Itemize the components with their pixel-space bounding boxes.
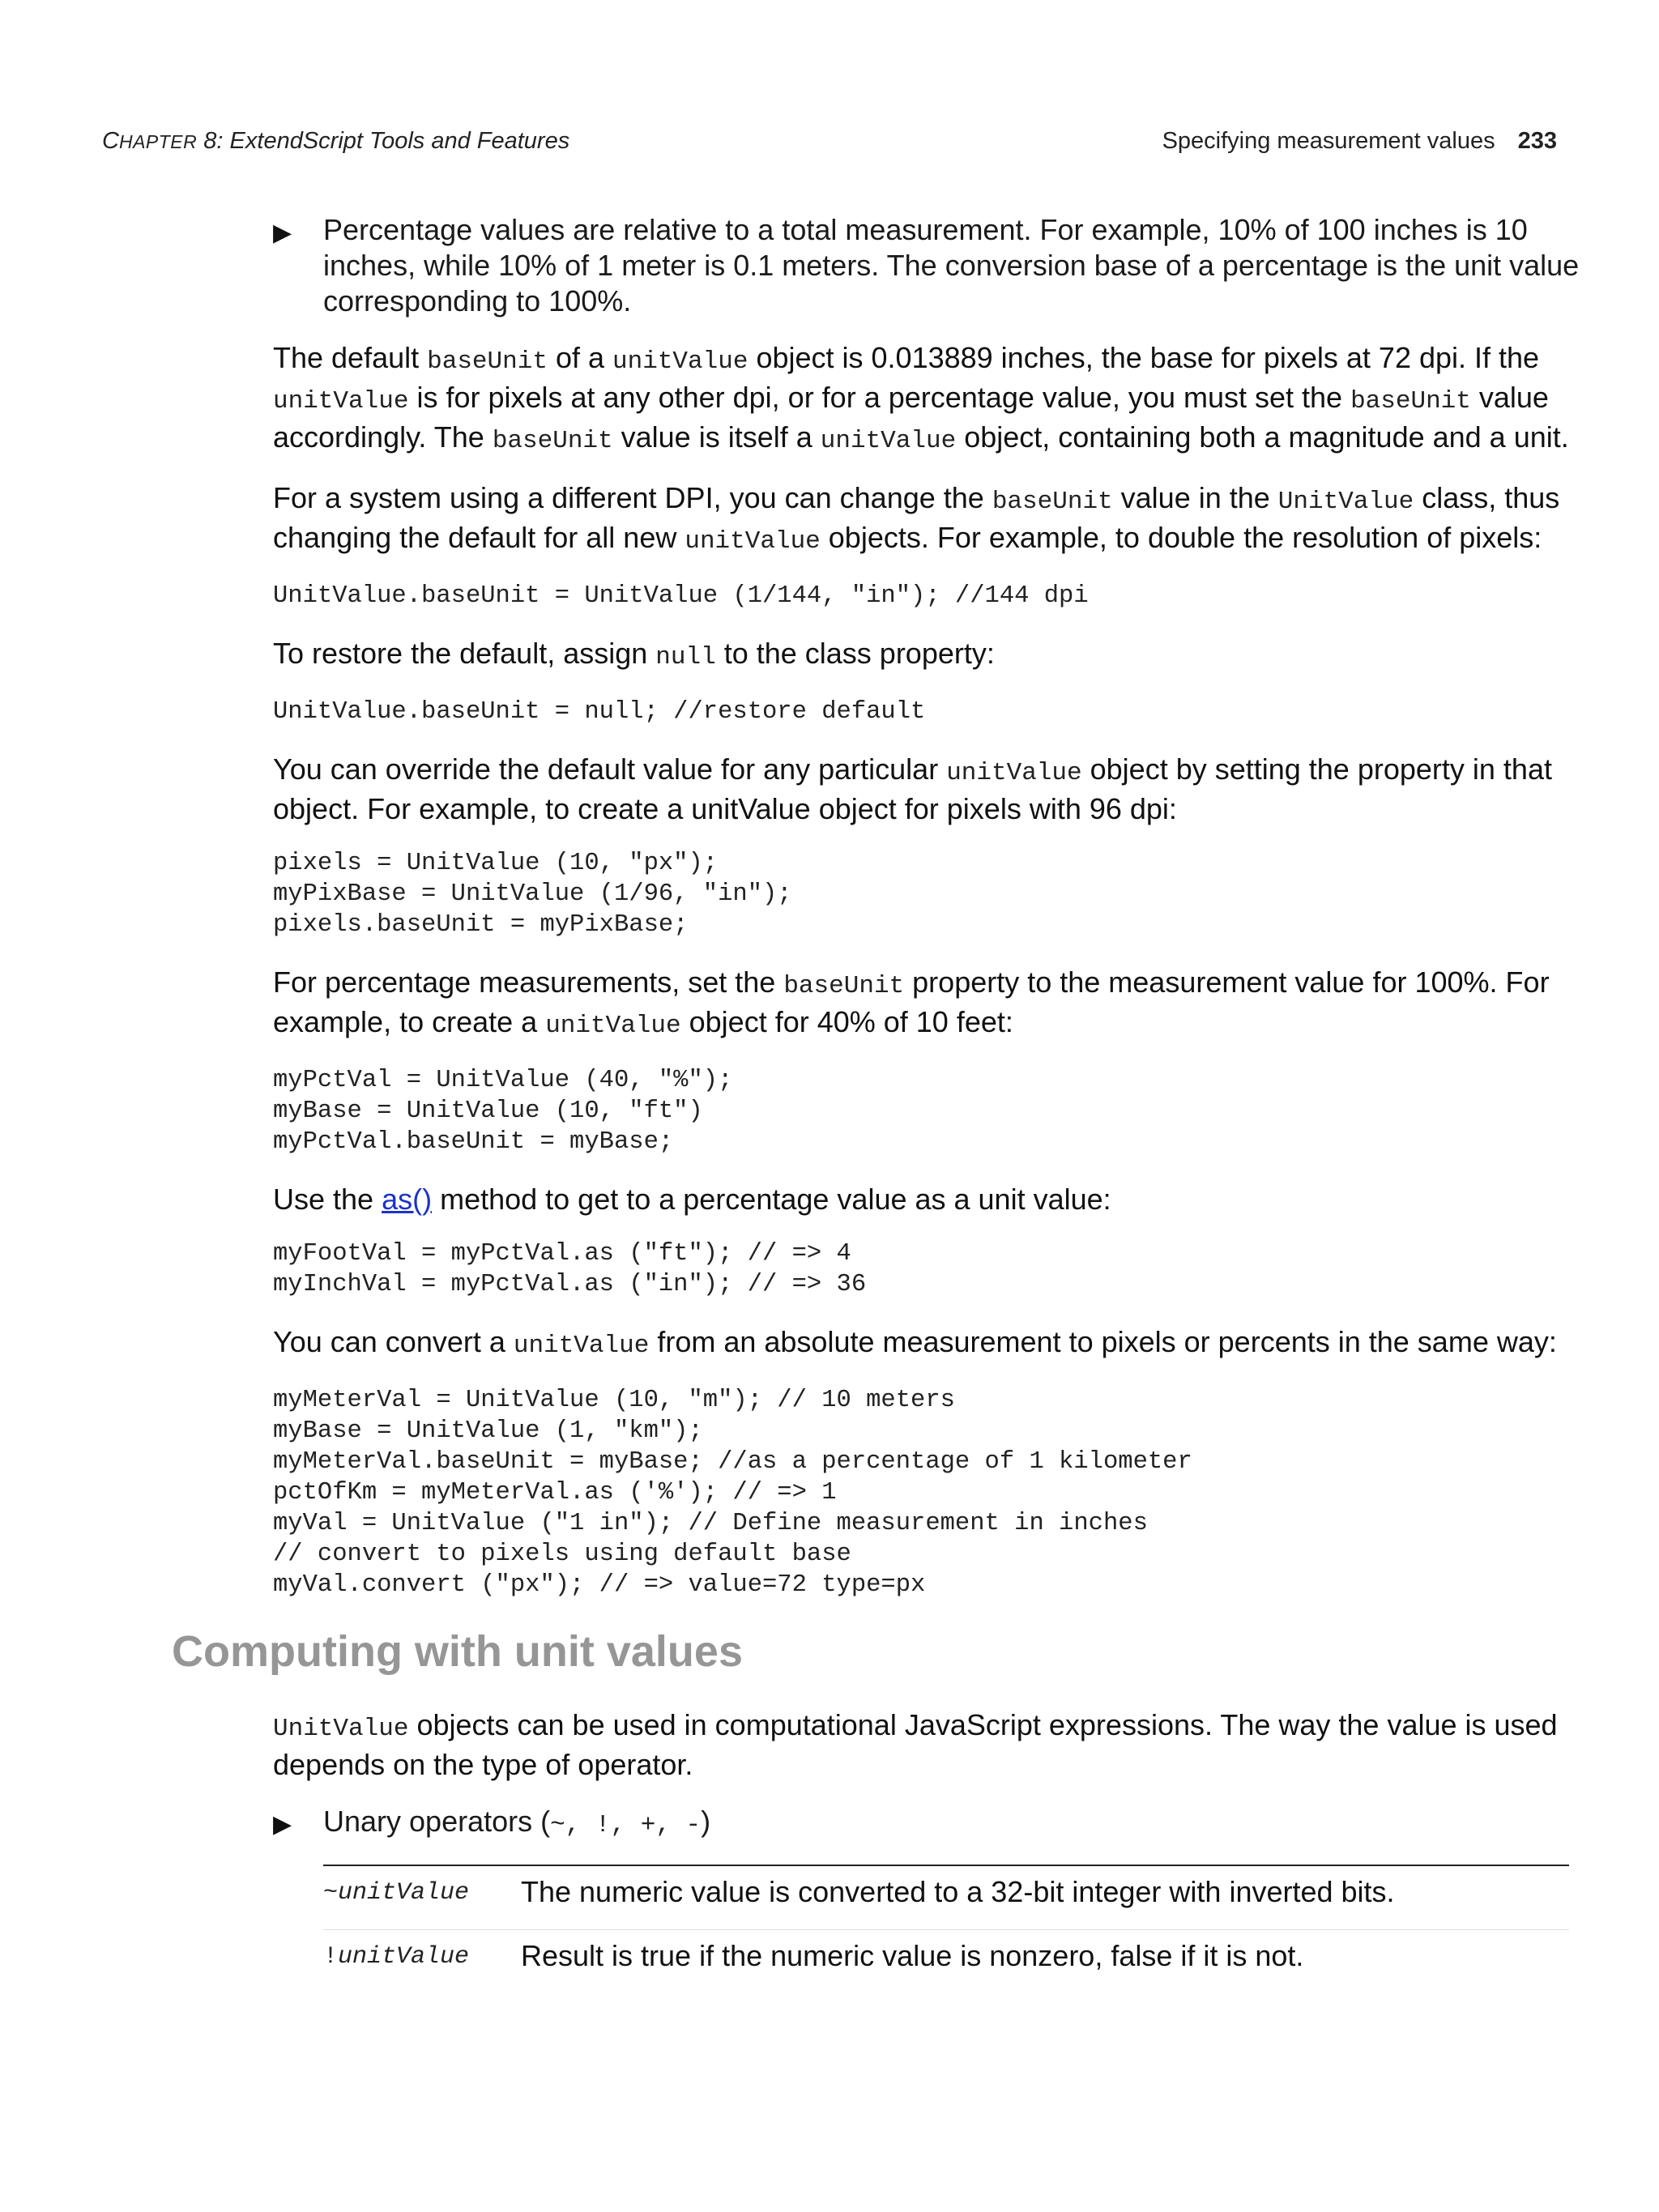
text-run: object for 40% of 10 feet: [680,1005,1013,1038]
inline-code: baseUnit [1350,387,1471,416]
text-run: is for pixels at any other dpi, or for a percentage value, you must set the [408,381,1351,414]
text-run: class, thus changing the default for all new [273,481,1560,554]
text-run: from an absolute measurement to pixels or percents in the same way: [649,1325,1557,1358]
text-run: You can convert a [273,1325,514,1358]
inline-code: unitValue [545,1012,681,1040]
paragraph-convert [273,1324,1569,1364]
text-run: Unary operators ( [323,1805,551,1838]
text-run: You can override the default value for any particular [273,752,947,786]
code-block-96dpi: pixels = UnitValue (10, "px"); myPixBase = UnitValue (1/96, "in"); pixels.baseUnit = myPixBase; [273,850,792,939]
inline-code: baseUnit [427,347,548,376]
table-row [323,1930,1569,1994]
inline-code: baseUnit [783,972,905,1000]
operator-cell [323,1865,521,1930]
inline-code: ~, !, +, - [550,1811,702,1839]
text-run: object is 0.013889 inches, the base for pixels at 72 dpi. If the [748,341,1540,374]
table-row [323,1865,1569,1930]
text-run: To restore the default, assign [273,637,656,670]
text-run: The default [273,341,428,374]
page-number: 233 [1517,128,1557,154]
paragraph-different-dpi [273,480,1569,560]
running-header [102,128,1557,160]
inline-code: UnitValue [1277,488,1414,516]
bullet-percentage [273,212,1603,319]
bullet-triangle-icon: ▶ [273,1811,292,1838]
operator-cell [323,1930,521,1994]
inline-code: unitValue [612,347,748,376]
code-block-144dpi: UnitValue.baseUnit = UnitValue (1/144, "in"); //144 dpi [273,582,1089,610]
text-run: object by setting the property in that object. For example, to create a unitValue object for pixels with 96 dpi: [273,752,1552,825]
paragraph-use-as [273,1182,1569,1217]
chapter-title-text: 8: ExtendScript Tools and Features [197,128,570,154]
inline-code: unitValue [273,387,409,416]
inline-code: unitValue [513,1332,650,1360]
inline-code: baseUnit [492,427,613,455]
paragraph-restore-default [273,636,1569,676]
text-run: value is itself a [612,420,821,454]
section-name: Specifying measurement values [1162,128,1495,154]
inline-code: baseUnit [992,488,1113,516]
bullet-triangle-icon: ▶ [273,219,292,246]
text-run: object, containing both a magnitude and a unit. [956,420,1569,454]
description-cell: The numeric value is converted to a 32-bit integer with inverted bits. [521,1875,1395,1908]
inline-code: null [655,643,716,671]
code-block-restore: UnitValue.baseUnit = null; //restore default [273,698,926,726]
text-run: ) [701,1805,711,1838]
text-run: For percentage measurements, set the [273,965,784,999]
text-run: to the class property: [715,637,995,670]
text-run: value in the [1112,481,1278,514]
operator-table [323,1865,1569,1993]
section-heading: Computing with unit values [172,1627,743,1676]
code-block-percent: myPctVal = UnitValue (40, "%"); myBase = UnitValue (10, "ft") myPctVal.baseUnit = myBase; [273,1067,733,1156]
text-run: For a system using a different DPI, you can change the [273,481,992,514]
paragraph-default-baseunit [273,340,1569,459]
text-run: value accordingly. The [273,381,1549,454]
text-run: objects can be used in computational JavaScript expressions. The way the value is used depends on the type of operator. [273,1708,1558,1781]
code-block-as: myFootVal = myPctVal.as ("ft"); // => 4 myInchVal = myPctVal.as ("in"); // => 36 [273,1240,867,1298]
inline-code: UnitValue [273,1715,409,1743]
paragraph-percentage-measurements [273,965,1569,1044]
description-cell: Result is true if the numeric value is nonzero, false if it is not. [521,1930,1569,1994]
paragraph-computational [273,1707,1569,1783]
text-run: property to the measurement value for 100%. For example, to create a [273,965,1550,1038]
bullet-text: Percentage values are relative to a total measurement. For example, 10% of 100 inches is 10 inches, while 10% of 1 meter is 0.1 meters. The conversion base of a percentage is the unit value corresponding to 100%. [323,213,1580,318]
inline-code: unitValue [820,427,957,455]
chapter-cap: C [102,128,119,154]
operator-symbol: ! [323,1943,339,1971]
inline-code: unitValue [684,527,821,556]
code-block-convert: myMeterVal = UnitValue (10, "m"); // 10 meters myBase = UnitValue (1, "km"); myMeterVal.baseUnit = myBase; //as a percentage of 1 kilometer pctOfKm = myMeterVal.as ('%'); // => 1 myVal = UnitValue ("1 in"); // Define measurement in inches // convert to pixels using default base myVal.convert ("px"); // => value=72 type=px [273,1387,1192,1599]
operand: unitValue [338,1879,470,1907]
text-run: of a [547,341,613,374]
as-method-link[interactable]: as() [382,1183,433,1216]
operand: unitValue [338,1943,470,1971]
inline-code: unitValue [946,759,1082,787]
chapter-smallcaps: HAPTER [118,131,198,152]
paragraph-override-default [273,752,1569,827]
text-run: Use the [273,1183,382,1216]
header-right [1162,128,1557,155]
body-column [172,212,1580,1993]
text-run: method to get to a percentage value as a unit value: [432,1183,1111,1216]
text-run: objects. For example, to double the resolution of pixels: [820,521,1542,554]
bullet-unary-operators [273,1804,1603,1843]
chapter-title [102,128,569,155]
operator-symbol: ~ [323,1879,339,1907]
